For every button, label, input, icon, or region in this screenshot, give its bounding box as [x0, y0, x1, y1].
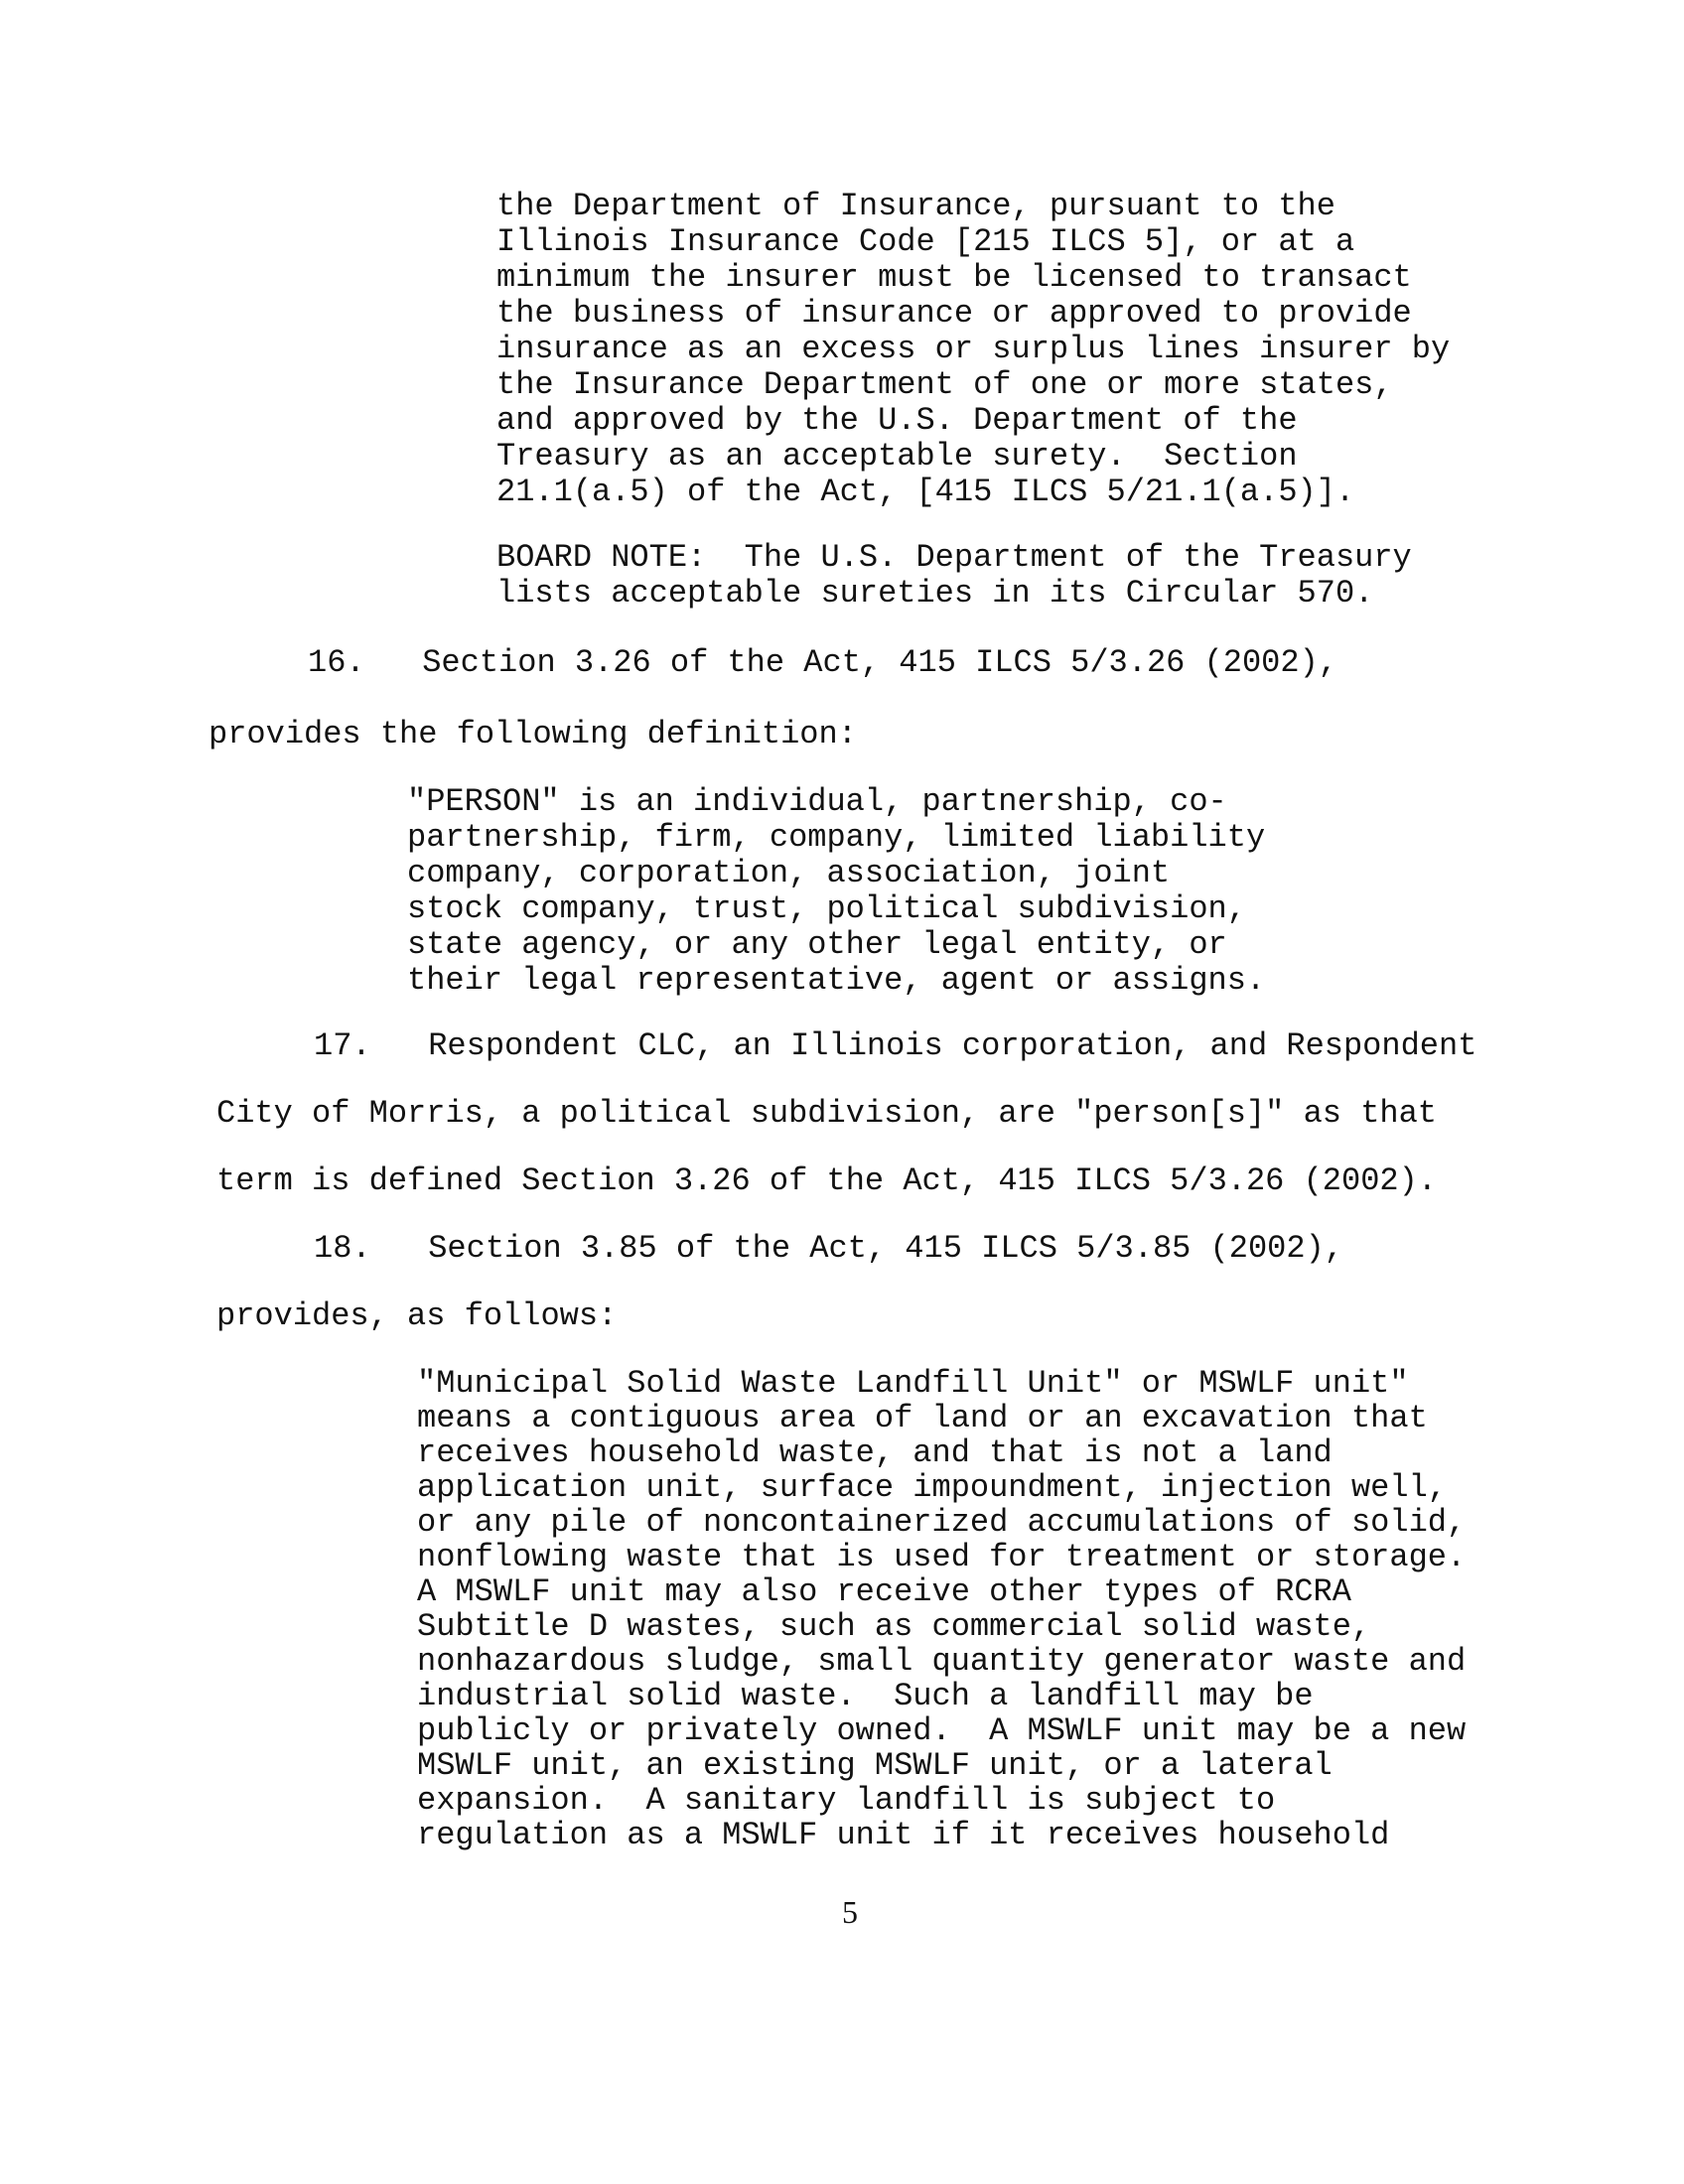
quote-line: Subtitle D wastes, such as commercial solid waste,: [417, 1608, 1371, 1645]
quote-line: receives household waste, and that is not a land: [417, 1434, 1333, 1471]
quote-line: the Department of Insurance, pursuant to the: [496, 188, 1335, 224]
quote-line: publicly or privately owned. A MSWLF unit may be a new: [417, 1712, 1467, 1749]
quote-line: expansion. A sanitary landfill is subject to: [417, 1782, 1276, 1819]
quote-line: and approved by the U.S. Department of the: [496, 402, 1298, 439]
quote-line: application unit, surface impoundment, injection well,: [417, 1469, 1447, 1506]
quote-line: minimum the insurer must be licensed to transact: [496, 259, 1412, 296]
quote-line: Treasury as an acceptable surety. Section: [496, 438, 1298, 475]
quote-line: or any pile of noncontainerized accumulations of solid,: [417, 1504, 1467, 1541]
quote-line: state agency, or any other legal entity, or: [407, 926, 1227, 963]
quote-line: insurance as an excess or surplus lines insurer by: [496, 331, 1451, 367]
paragraph-17-line: 17. Respondent CLC, an Illinois corporation, and Respondent: [314, 1027, 1477, 1064]
quote-line: partnership, firm, company, limited liability: [407, 819, 1266, 856]
quote-line: their legal representative, agent or assigns.: [407, 962, 1266, 999]
paragraph-18-first-line: 18. Section 3.85 of the Act, 415 ILCS 5/3.85 (2002),: [314, 1230, 1343, 1267]
quote-line: A MSWLF unit may also receive other types of RCRA: [417, 1573, 1351, 1610]
board-note-line: BOARD NOTE: The U.S. Department of the Treasury: [496, 539, 1412, 576]
quote-line: the business of insurance or approved to provide: [496, 295, 1412, 332]
quote-line: nonhazardous sludge, small quantity generator waste and: [417, 1643, 1467, 1680]
quote-line: company, corporation, association, joint: [407, 855, 1171, 891]
quote-line: industrial solid waste. Such a landfill may be: [417, 1678, 1314, 1714]
paragraph-17-line: term is defined Section 3.26 of the Act, 415 ILCS 5/3.26 (2002).: [216, 1162, 1437, 1199]
board-note-line: lists acceptable sureties in its Circular 570.: [496, 575, 1374, 612]
quote-line: regulation as a MSWLF unit if it receives household: [417, 1817, 1390, 1853]
quote-line: stock company, trust, political subdivision,: [407, 890, 1246, 927]
paragraph-16-first-line: 16. Section 3.26 of the Act, 415 ILCS 5/3.26 (2002),: [308, 644, 1337, 681]
quote-line: nonflowing waste that is used for treatment or storage.: [417, 1539, 1467, 1575]
quote-line: MSWLF unit, an existing MSWLF unit, or a lateral: [417, 1747, 1333, 1784]
paragraph-18-second-line: provides, as follows:: [216, 1297, 618, 1334]
quote-line: "Municipal Solid Waste Landfill Unit" or MSWLF unit": [417, 1365, 1409, 1402]
quote-line: Illinois Insurance Code [215 ILCS 5], or at a: [496, 223, 1355, 260]
paragraph-17-line: City of Morris, a political subdivision, are "person[s]" as that: [216, 1095, 1437, 1132]
quote-line: "PERSON" is an individual, partnership, co-: [407, 783, 1227, 820]
paragraph-16-second-line: provides the following definition:: [209, 716, 857, 752]
quote-line: means a contiguous area of land or an excavation that: [417, 1400, 1428, 1436]
quote-line: the Insurance Department of one or more states,: [496, 366, 1393, 403]
quote-line: 21.1(a.5) of the Act, [415 ILCS 5/21.1(a.5)].: [496, 474, 1355, 510]
page-number: 5: [842, 1894, 858, 1930]
